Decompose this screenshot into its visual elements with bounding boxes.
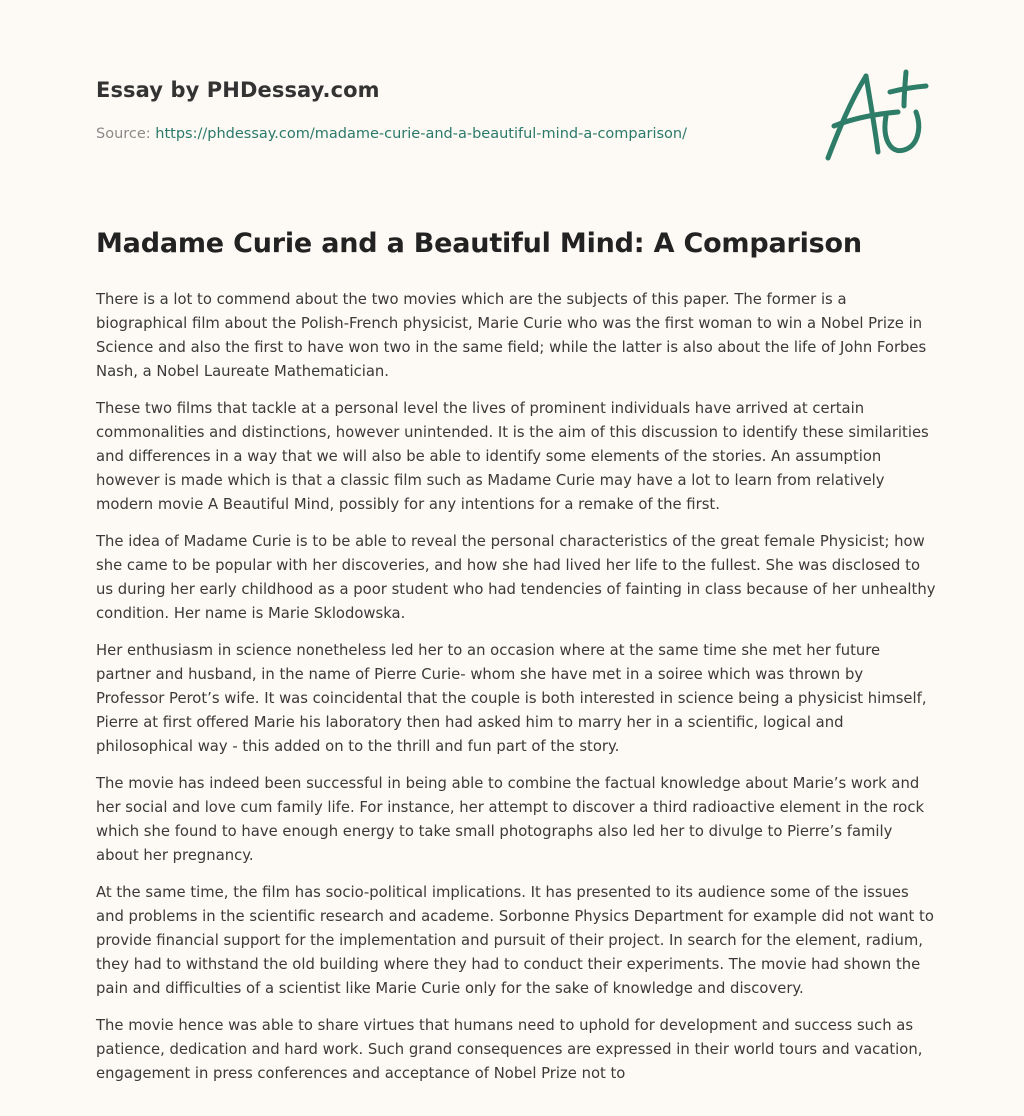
essay-paragraph-6: At the same time, the film has socio-political implications. It has presented to its audience some of the issues and problems in the scientific research and academe. Sorbonne Physics Department for example did not want to provide financial support for the implementation and pursuit of their project. In search for the element, radium, they had to withstand the old building where they had to conduct their experiments. The movie had shown the pain and difficulties of a scientist like Marie Curie only for the sake of knowledge and discovery. xyxy=(96,884,934,997)
essay-body xyxy=(96,288,936,1086)
essay-paragraph-7: The movie hence was able to share virtues that humans need to uphold for development and success such as patience, dedication and hard work. Such grand consequences are expressed in their world tours and vacation, engagement in press conferences and acceptance of Nobel Prize not to xyxy=(96,1017,923,1082)
essay-article xyxy=(96,222,936,1099)
brand-title: Essay by PHDessay.com xyxy=(96,78,380,102)
a-plus-grade-icon xyxy=(820,62,932,166)
essay-paragraph-2: These two films that tackle at a personal level the lives of prominent individuals have arrived at certain commonalities and distinctions, however unintended. It is the aim of this discussion to identify these similarities and differences in a way that we will also be able to identify some elements of the stories. An assumption however is made which is that a classic film such as Madame Curie may have a lot to learn from relatively modern movie A Beautiful Mind, possibly for any intentions for a remake of the first. xyxy=(96,400,929,513)
page-header xyxy=(96,74,796,144)
source-line xyxy=(96,124,796,144)
essay-paragraph-4: Her enthusiasm in science nonetheless led her to an occasion where at the same time she met her future partner and husband, in the name of Pierre Curie- whom she have met in a soiree which was thrown by Professor Perot’s wife. It was coincidental that the couple is both interested in science being a physicist himself, Pierre at first offered Marie his laboratory then had asked him to marry her in a scientific, logical and philosophical way - this added on to the thrill and fun part of the story. xyxy=(96,642,927,755)
essay-paragraph-1: There is a lot to commend about the two movies which are the subjects of this paper. The former is a biographical film about the Polish-French physicist, Marie Curie who was the first woman to win a Nobel Prize in Science and also the first to have won two in the same field; while the latter is also about the life of John Forbes Nash, a Nobel Laureate Mathematician. xyxy=(96,291,927,380)
essay-title: Madame Curie and a Beautiful Mind: A Comparison xyxy=(96,228,862,259)
source-link[interactable]: https://phdessay.com/madame-curie-and-a-beautiful-mind-a-comparison/ xyxy=(155,126,687,142)
source-label: Source: xyxy=(96,126,151,142)
essay-paragraph-5: The movie has indeed been successful in being able to combine the factual knowledge about Marie’s work and her social and love cum family life. For instance, her attempt to discover a third radioactive element in the rock which she found to have enough energy to take small photographs also led her to divulge to Pierre’s family about her pregnancy. xyxy=(96,775,925,864)
essay-paragraph-3: The idea of Madame Curie is to be able to reveal the personal characteristics of the great female Physicist; how she came to be popular with her discoveries, and how she had lived her life to the fullest. She was disclosed to us during her early childhood as a poor student who had tendencies of fainting in class because of her unhealthy condition. Her name is Marie Sklodowska. xyxy=(96,533,936,622)
